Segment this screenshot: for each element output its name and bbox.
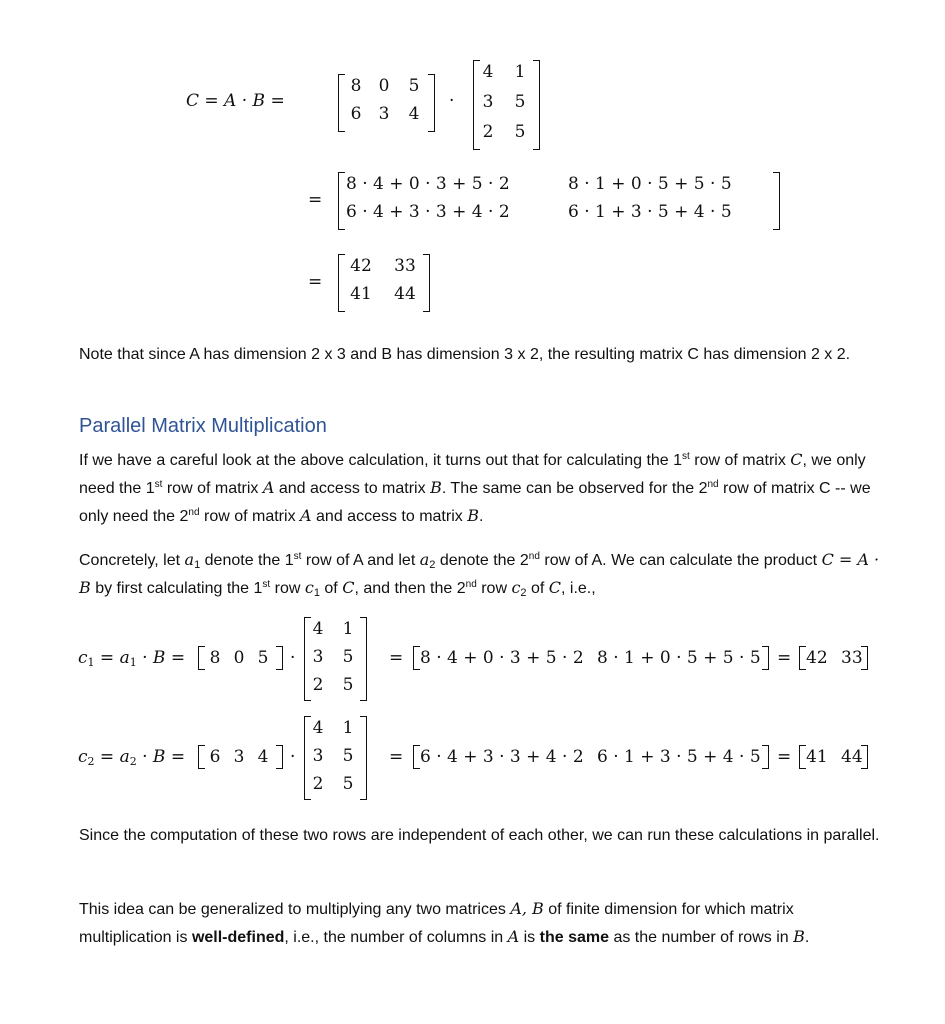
- ordinal-suffix: nd: [707, 479, 719, 490]
- res2-left-bracket: [799, 745, 806, 769]
- math-var: · B =: [136, 648, 186, 668]
- text: row of matrix: [162, 480, 263, 497]
- math-var: A, B: [510, 899, 544, 918]
- math-var: a: [419, 550, 430, 569]
- text: row of matrix C -- we only need the 2: [79, 480, 871, 525]
- result-left-bracket: [338, 254, 345, 312]
- text: of finite dimension for which matrix multiplication is: [79, 901, 794, 946]
- row-a1-cell: 8: [209, 648, 221, 668]
- text: and access to matrix: [274, 480, 431, 497]
- ordinal-suffix: nd: [465, 579, 477, 590]
- math-var: A: [262, 478, 275, 497]
- math-var: C: [790, 450, 803, 469]
- math-var: c: [511, 578, 521, 597]
- matrix-b-cell: 4: [482, 62, 494, 82]
- matrix-a-cell: 5: [408, 76, 420, 96]
- paragraph-concretely: [79, 546, 889, 602]
- math-expression: C = A · B: [79, 550, 880, 597]
- math-var: B: [793, 927, 805, 946]
- paragraph-careful-look: [79, 446, 889, 530]
- text: , we only need the 1: [79, 452, 866, 497]
- row-a1-cell: 5: [257, 648, 269, 668]
- text: , i.e., the number of columns in: [284, 929, 508, 946]
- text: .: [804, 929, 810, 946]
- note-paragraph: Note that since A has dimension 2 x 3 and B has dimension 3 x 2, the resulting matrix C has dimension 2 x 2.: [79, 346, 851, 363]
- equals-sign: =: [777, 648, 792, 668]
- matrix-b-cell: 3: [312, 647, 324, 667]
- math-var: c: [78, 648, 88, 668]
- text: . The same can be observed for the 2: [441, 480, 708, 497]
- res1-left-bracket: [799, 646, 806, 670]
- result-cell: 42: [350, 256, 372, 276]
- text: by first calculating the 1: [90, 580, 263, 597]
- exp2-cell: 6 · 4 + 3 · 3 + 4 · 2: [420, 747, 584, 767]
- math-var: A: [507, 927, 520, 946]
- subscript: 1: [313, 587, 320, 599]
- exp2-right-bracket: [762, 745, 769, 769]
- matrix-a-right-bracket: [428, 74, 435, 132]
- subscript: 1: [87, 656, 95, 669]
- exp2-left-bracket: [413, 745, 420, 769]
- matrix-b-cell: 2: [482, 122, 494, 142]
- math-var: a: [184, 550, 195, 569]
- ordinal-suffix: nd: [528, 551, 540, 562]
- matrix-b-cell: 5: [514, 122, 526, 142]
- expanded-cell: 8 · 1 + 0 · 5 + 5 · 5: [568, 174, 732, 194]
- c1-lhs: [78, 648, 185, 668]
- subscript: 1: [194, 559, 201, 571]
- subscript: 1: [129, 656, 137, 669]
- matrix-a-cell: 4: [408, 104, 420, 124]
- text: row: [476, 580, 512, 597]
- expanded-cell: 6 · 4 + 3 · 3 + 4 · 2: [346, 202, 510, 222]
- matrix-b-cell: 1: [514, 62, 526, 82]
- expanded-right-bracket: [773, 172, 780, 230]
- text: This idea can be generalized to multiplying any two matrices: [79, 901, 511, 918]
- res2-cell: 44: [841, 747, 863, 767]
- matrix-b-cell: 5: [342, 647, 354, 667]
- res2-cell: 41: [806, 747, 828, 767]
- row-a1-right-bracket: [276, 646, 283, 670]
- text: row of matrix: [199, 508, 301, 525]
- matrix-b-cell: 4: [312, 619, 324, 639]
- matrix-a-cell: 6: [350, 104, 362, 124]
- matrix-b-cell: 1: [342, 718, 354, 738]
- matrix-b-right-bracket: [533, 60, 540, 150]
- text: Concretely, let: [79, 552, 185, 569]
- text: row of A. We can calculate the product: [539, 552, 822, 569]
- text: row: [270, 580, 305, 597]
- matrix-b-cell: 2: [312, 774, 324, 794]
- bold-text: the same: [539, 929, 609, 946]
- subscript: 2: [429, 559, 436, 571]
- subscript: 2: [520, 587, 527, 599]
- dot-operator: ·: [449, 91, 455, 111]
- row-a2-cell: 3: [233, 747, 245, 767]
- math-var: A: [300, 506, 312, 525]
- eq1-lhs: C = A · B =: [186, 91, 285, 111]
- row-a2-cell: 4: [257, 747, 269, 767]
- text: of: [319, 580, 343, 597]
- ordinal-suffix: st: [293, 551, 302, 562]
- result-cell: 41: [350, 284, 372, 304]
- ordinal-suffix: nd: [188, 507, 200, 518]
- math-var: B: [430, 478, 442, 497]
- text: denote the 1: [200, 552, 294, 569]
- matrix-a-cell: 3: [378, 104, 390, 124]
- exp1-left-bracket: [413, 646, 420, 670]
- ordinal-suffix: st: [154, 479, 163, 490]
- result-cell: 44: [394, 284, 416, 304]
- ordinal-suffix: st: [682, 451, 690, 462]
- subscript: 2: [87, 755, 95, 768]
- text: denote the 2: [435, 552, 529, 569]
- matrix-a-cell: 0: [378, 76, 390, 96]
- math-var: c: [304, 578, 314, 597]
- matrix-b-right-bracket: [360, 617, 367, 701]
- matrix-b-cell: 5: [514, 92, 526, 112]
- section-heading: Parallel Matrix Multiplication: [79, 415, 327, 437]
- result-right-bracket: [423, 254, 430, 312]
- text: row of A and let: [301, 552, 420, 569]
- exp1-cell: 8 · 4 + 0 · 3 + 5 · 2: [420, 648, 584, 668]
- math-var: B: [467, 506, 479, 525]
- row-a1-cell: 0: [233, 648, 245, 668]
- text: of: [526, 580, 549, 597]
- exp1-right-bracket: [762, 646, 769, 670]
- text: .: [478, 508, 484, 525]
- exp1-cell: 8 · 1 + 0 · 5 + 5 · 5: [597, 648, 761, 668]
- matrix-b-cell: 5: [342, 774, 354, 794]
- text: row of matrix: [689, 452, 791, 469]
- bold-text: well-defined: [191, 929, 285, 946]
- equals-sign: =: [389, 747, 404, 767]
- text: , i.e.,: [561, 580, 596, 597]
- equals-sign: =: [777, 747, 792, 767]
- equals-sign: =: [389, 648, 404, 668]
- result-cell: 33: [394, 256, 416, 276]
- text: , and then the 2: [354, 580, 466, 597]
- dot-operator: ·: [290, 747, 296, 767]
- row-a2-right-bracket: [276, 745, 283, 769]
- matrix-b-cell: 3: [482, 92, 494, 112]
- expanded-left-bracket: [338, 172, 345, 230]
- matrix-b-cell: 4: [312, 718, 324, 738]
- paragraph-generalized: [79, 895, 889, 951]
- expanded-cell: 8 · 4 + 0 · 3 + 5 · 2: [346, 174, 510, 194]
- math-var: C: [548, 578, 562, 597]
- matrix-b-cell: 3: [312, 746, 324, 766]
- math-var: = a: [94, 747, 130, 767]
- matrix-a-cell: 8: [350, 76, 362, 96]
- res1-cell: 33: [841, 648, 863, 668]
- text: If we have a careful look at the above calculation, it turns out that for calculating the 1: [79, 452, 683, 469]
- math-var: C: [342, 578, 355, 597]
- res1-cell: 42: [806, 648, 828, 668]
- text: as the number of rows in: [609, 929, 794, 946]
- equals-sign: =: [308, 190, 323, 210]
- ordinal-suffix: st: [262, 579, 271, 590]
- math-var: = a: [94, 648, 130, 668]
- paragraph-independent: Since the computation of these two rows are independent of each other, we can run these calculations in parallel.: [79, 827, 880, 844]
- matrix-b-cell: 5: [342, 675, 354, 695]
- text: and access to matrix: [311, 508, 468, 525]
- text: is: [519, 929, 540, 946]
- equals-sign: =: [308, 272, 323, 292]
- matrix-b-cell: 2: [312, 675, 324, 695]
- math-var: · B =: [136, 747, 186, 767]
- matrix-b-cell: 1: [342, 619, 354, 639]
- row-a2-cell: 6: [209, 747, 221, 767]
- exp2-cell: 6 · 1 + 3 · 5 + 4 · 5: [597, 747, 761, 767]
- expanded-cell: 6 · 1 + 3 · 5 + 4 · 5: [568, 202, 732, 222]
- c2-lhs: [78, 747, 185, 767]
- dot-operator: ·: [290, 648, 296, 668]
- subscript: 2: [129, 755, 137, 768]
- matrix-b-right-bracket: [360, 716, 367, 800]
- math-var: c: [78, 747, 88, 767]
- matrix-b-cell: 5: [342, 746, 354, 766]
